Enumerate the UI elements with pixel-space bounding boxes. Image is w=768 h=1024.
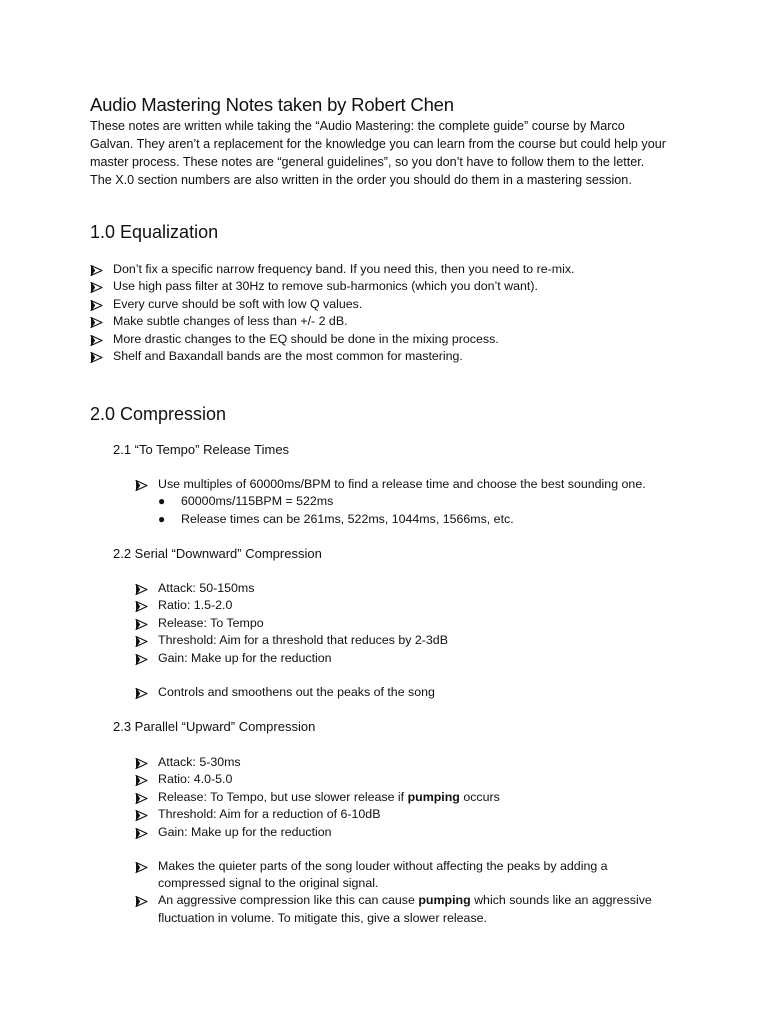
list-item: Make subtle changes of less than +/- 2 dB.: [90, 313, 574, 330]
list-item: Use multiples of 60000ms/BPM to find a release time and choose the best sounding one.: [135, 476, 646, 493]
intro-paragraph: [90, 117, 690, 189]
arrowhead-bullet-icon: [135, 597, 149, 614]
arrowhead-bullet-icon: [90, 296, 104, 313]
arrowhead-bullet-icon: [90, 331, 104, 348]
parallel-list: [135, 754, 655, 927]
to-tempo-list: [135, 476, 646, 528]
sub-list-item: ● 60000ms/115BPM = 522ms: [135, 493, 646, 510]
document-title: Audio Mastering Notes taken by Robert Chen: [90, 94, 454, 115]
list-item: Makes the quieter parts of the song louder without affecting the peaks by adding a compressed signal to the original signal.: [135, 858, 655, 893]
list-item: Don’t fix a specific narrow frequency band. If you need this, then you need to re-mix.: [90, 261, 574, 278]
list-item: Every curve should be soft with low Q values.: [90, 296, 574, 313]
dot-bullet-icon: ●: [158, 494, 166, 509]
list-item: Gain: Make up for the reduction: [135, 650, 448, 667]
arrowhead-bullet-icon: [135, 476, 149, 493]
list-item: Threshold: Aim for a reduction of 6-10dB: [135, 806, 655, 823]
list-item: Gain: Make up for the reduction: [135, 824, 655, 841]
subsection-heading-parallel: 2.3 Parallel “Upward” Compression: [113, 719, 316, 734]
intro-line: Galvan. They aren’t a replacement for the knowledge you can learn from the course but could help your: [90, 137, 666, 151]
list-item: Shelf and Baxandall bands are the most common for mastering.: [90, 348, 574, 365]
bold-term: pumping: [418, 893, 471, 908]
bold-term: pumping: [407, 789, 460, 804]
arrowhead-bullet-icon: [135, 580, 149, 597]
arrowhead-bullet-icon: [135, 806, 149, 823]
arrowhead-bullet-icon: [90, 313, 104, 330]
list-item: Ratio: 1.5-2.0: [135, 597, 448, 614]
arrowhead-bullet-icon: [90, 261, 104, 278]
list-item: Attack: 5-30ms: [135, 754, 655, 771]
section-heading-equalization: 1.0 Equalization: [90, 222, 219, 242]
arrowhead-bullet-icon: [135, 892, 149, 909]
serial-list: [135, 580, 448, 701]
intro-line: The X.0 section numbers are also written in the order you should do them in a mastering session.: [90, 173, 632, 187]
section-heading-compression: 2.0 Compression: [90, 404, 227, 424]
arrowhead-bullet-icon: [135, 824, 149, 841]
list-spacer: [135, 841, 655, 858]
arrowhead-bullet-icon: [90, 348, 104, 365]
list-item: Controls and smoothens out the peaks of the song: [135, 684, 448, 701]
list-item: Use high pass filter at 30Hz to remove sub-harmonics (which you don’t want).: [90, 278, 574, 295]
equalization-list: [90, 261, 574, 365]
arrowhead-bullet-icon: [135, 615, 149, 632]
arrowhead-bullet-icon: [135, 632, 149, 649]
list-spacer: [135, 667, 448, 684]
intro-line: master process. These notes are “general guidelines”, so you don’t have to follow them to the letter.: [90, 155, 645, 169]
list-item: Release: To Tempo: [135, 615, 448, 632]
arrowhead-bullet-icon: [135, 789, 149, 806]
arrowhead-bullet-icon: [90, 278, 104, 295]
arrowhead-bullet-icon: [135, 771, 149, 788]
list-item: Threshold: Aim for a threshold that reduces by 2-3dB: [135, 632, 448, 649]
arrowhead-bullet-icon: [135, 754, 149, 771]
list-item: Ratio: 4.0-5.0: [135, 771, 655, 788]
sub-list-item: ● Release times can be 261ms, 522ms, 1044ms, 1566ms, etc.: [135, 511, 646, 528]
list-item: Release: To Tempo, but use slower release if pumping occurs: [135, 789, 655, 806]
intro-line: These notes are written while taking the “Audio Mastering: the complete guide” course by Marco: [90, 119, 625, 133]
arrowhead-bullet-icon: [135, 684, 149, 701]
arrowhead-bullet-icon: [135, 858, 149, 875]
subsection-heading-serial: 2.2 Serial “Downward” Compression: [113, 546, 322, 561]
list-item: An aggressive compression like this can cause pumping which sounds like an aggressive fluctuation in volume. To mitigate this, give a slower release.: [135, 892, 655, 927]
subsection-heading-to-tempo: 2.1 “To Tempo” Release Times: [113, 442, 290, 457]
dot-bullet-icon: ●: [158, 511, 166, 526]
list-item: Attack: 50-150ms: [135, 580, 448, 597]
list-item: More drastic changes to the EQ should be done in the mixing process.: [90, 331, 574, 348]
arrowhead-bullet-icon: [135, 650, 149, 667]
